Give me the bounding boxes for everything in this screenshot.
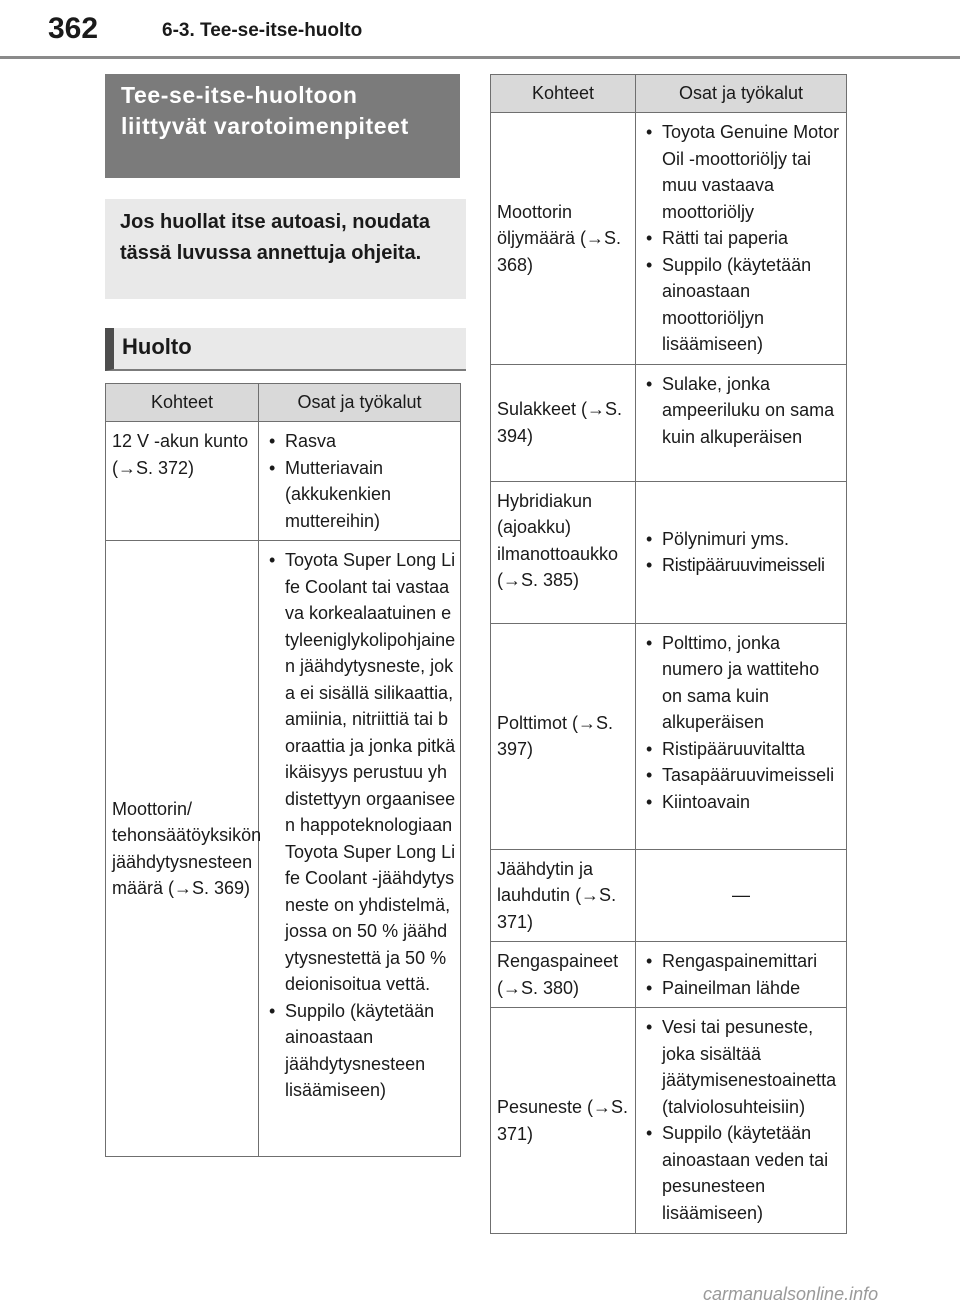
page-number: 362: [48, 12, 99, 45]
table-row: [106, 422, 461, 541]
row-item: 12 V -akun kunto (→S. 372): [106, 422, 259, 541]
maintenance-subheading: Huolto: [105, 328, 466, 371]
table-row: [106, 541, 461, 1157]
table-header-row: [106, 384, 461, 422]
row-tools: [259, 541, 461, 1157]
maintenance-table-left: [105, 383, 461, 1157]
tool-list-item: • Rasva: [263, 428, 456, 455]
row-item: Hybridiakun (ajoakku) ilmanottoaukko (→S. 385): [491, 481, 636, 623]
tool-list-item: • Polttimo, jonka numero ja wattiteho on sama kuin alkuperäisen: [640, 630, 842, 736]
row-item: Pesuneste (→S. 371): [491, 1008, 636, 1234]
tool-list-item: • Ristipääruuvimeisseli: [640, 552, 842, 579]
table-row: [491, 364, 847, 481]
table-row: [491, 481, 847, 623]
no-tools-dash: —: [636, 849, 847, 942]
row-item: Moottorin/ tehonsäätöyksikön jäähdytysnesteen määrä (→S. 369): [106, 541, 259, 1157]
tool-list-item: • Ristipääruuvitaltta: [640, 736, 842, 763]
row-tools: [259, 422, 461, 541]
row-tools: [636, 942, 847, 1008]
table-row: [491, 623, 847, 849]
row-item: Sulakkeet (→S. 394): [491, 364, 636, 481]
row-tools: [636, 623, 847, 849]
table-row: [491, 942, 847, 1008]
tool-list-item: • Tasapääruuvimeisseli: [640, 762, 842, 789]
tool-list-item: • Pölynimuri yms.: [640, 526, 842, 553]
tool-list-item: • Sulake, jonka ampeeriluku on sama kuin alkuperäisen: [640, 371, 842, 451]
tool-list-item: • Rengaspainemittari: [640, 948, 842, 975]
row-item: Moottorin öljymäärä (→S. 368): [491, 113, 636, 365]
tool-list-item: • Mutteriavain (akkukenkien muttereihin): [263, 455, 456, 535]
column-header-tools: Osat ja työkalut: [636, 75, 847, 113]
row-tools: [636, 364, 847, 481]
precautions-note: Jos huollat itse autoasi, noudata tässä luvussa annettuja ohjeita.: [105, 199, 466, 299]
page-header: [0, 0, 960, 62]
row-item: Polttimot (→S. 397): [491, 623, 636, 849]
row-tools: [636, 1008, 847, 1234]
row-tools: [636, 481, 847, 623]
tool-list-item: • Vesi tai pesuneste, joka sisältää jäätymisenestoainetta (talviolosuhteisiin): [640, 1014, 842, 1120]
column-header-tools: Osat ja työkalut: [259, 384, 461, 422]
tool-list-item: • Toyota Genuine Motor Oil -moottoriöljy tai muu vastaava moottoriöljy: [640, 119, 842, 225]
table-row: [491, 849, 847, 942]
header-rule: [0, 56, 960, 59]
maintenance-table-right: [490, 74, 847, 1234]
tool-list-item: • Toyota Super Long Life Coolant tai vastaava korkealaatuinen etyleeniglykolipohjainen jäähdytysneste, joka ei sisällä silikaattia, amiinia, nitriittiä tai boraattia ja jonka pitkäikäisyys perustuu yhdistettyyn orgaaniseen happoteknologiaanToyota Super Long Life Coolant -jäähdytysneste on yhdistelmä, jossa on 50 % jäähdytysnestettä ja 50 % deionisoitua vettä.: [263, 547, 456, 998]
tool-list-item: • Paineilman lähde: [640, 975, 842, 1002]
tool-list-item: • Suppilo (käytetään ainoastaan veden tai pesunesteen lisäämiseen): [640, 1120, 842, 1226]
tool-list-item: • Suppilo (käytetään ainoastaan jäähdytysnesteen lisäämiseen): [263, 998, 456, 1104]
precautions-heading: Tee-se-itse-huoltoon liittyvät varotoimenpiteet: [105, 74, 460, 178]
table-header-row: [491, 75, 847, 113]
column-header-items: Kohteet: [491, 75, 636, 113]
row-item: Rengaspaineet (→S. 380): [491, 942, 636, 1008]
section-title: 6-3. Tee-se-itse-huolto: [162, 20, 363, 41]
row-tools: [636, 113, 847, 365]
row-item: Jäähdytin ja lauhdutin (→S. 371): [491, 849, 636, 942]
table-row: [491, 1008, 847, 1234]
table-row: [491, 113, 847, 365]
tool-list-item: • Kiintoavain: [640, 789, 842, 816]
column-header-items: Kohteet: [106, 384, 259, 422]
tool-list-item: • Suppilo (käytetään ainoastaan moottoriöljyn lisäämiseen): [640, 252, 842, 358]
tool-list-item: • Rätti tai paperia: [640, 225, 842, 252]
footer-watermark: carmanualsonline.info: [703, 1284, 879, 1304]
